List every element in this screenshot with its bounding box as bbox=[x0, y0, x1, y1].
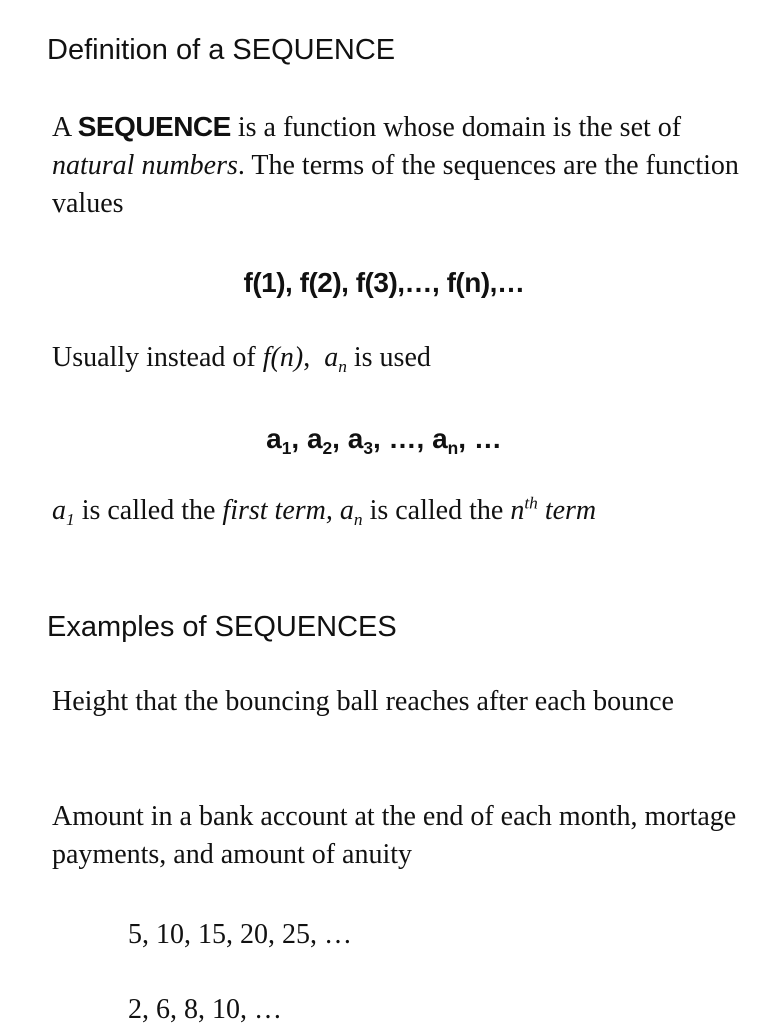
a-n-symbol-2: $a_n$ bbox=[339, 495, 363, 530]
notation-text-1: Usually instead of bbox=[52, 342, 263, 373]
definition-text-3: . The terms of the sequences are the function values bbox=[52, 150, 739, 219]
a-n-symbol: $a_n$ bbox=[324, 342, 347, 377]
notation-text-2: , bbox=[303, 342, 325, 373]
examples-heading: Examples of SEQUENCES bbox=[47, 611, 397, 643]
first-term-text-1: is called the bbox=[74, 495, 223, 526]
first-term-sentence bbox=[52, 492, 752, 530]
sequence-keyword: SEQUENCE bbox=[77, 111, 231, 142]
function-values-formula: f(1), f(2), f(3),…, f(n),… bbox=[243, 267, 525, 298]
example-bank-account: Amount in a bank account at the end of each month, mortage payments, and amount of anuity bbox=[52, 801, 737, 870]
nth-term: $n^{th}$ term bbox=[510, 493, 597, 526]
definition-text-1: A bbox=[52, 112, 78, 143]
example-bouncing-ball: Height that the bouncing ball reaches after each bounce bbox=[52, 686, 674, 717]
a-1-symbol: $a_1$ bbox=[52, 495, 75, 530]
f-of-n: f(n) bbox=[262, 342, 304, 373]
sequence-terms-formula: $a_1$, $a_2$, $a_3$, …, $a_n$, … bbox=[266, 423, 502, 459]
definition-paragraph bbox=[52, 108, 752, 223]
first-term-text-2: is called the bbox=[362, 495, 511, 526]
first-term-italic: first term, bbox=[222, 495, 340, 526]
example-sequence-1: 5, 10, 15, 20, 25, … bbox=[128, 919, 352, 950]
notation-sentence bbox=[52, 339, 752, 377]
natural-numbers-term: natural numbers bbox=[52, 150, 238, 181]
notation-text-3: is used bbox=[346, 342, 431, 373]
definition-text-2: is a function whose domain is the set of bbox=[230, 112, 682, 143]
definition-heading: Definition of a SEQUENCE bbox=[47, 34, 396, 66]
example-sequence-2: 2, 6, 8, 10, … bbox=[128, 994, 282, 1025]
